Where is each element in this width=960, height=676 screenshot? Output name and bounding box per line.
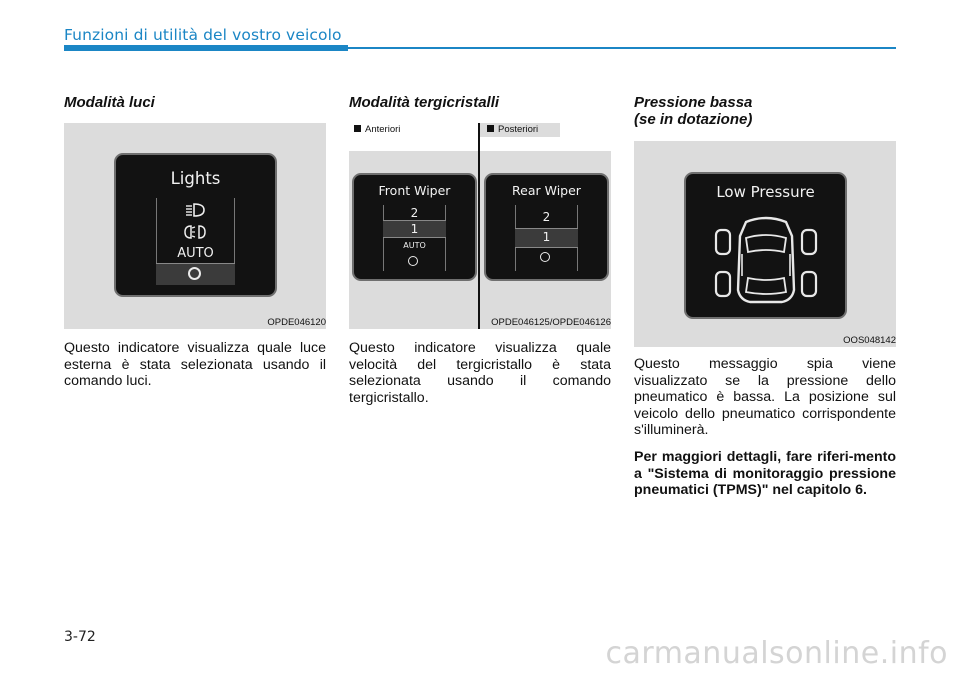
tpms-reference-note: Per maggiori dettagli, fare riferi-mento a "Sistema di monitoraggio pressione pneumatici (TPMS)" nel capitolo 6. — [634, 449, 896, 499]
front-sel-bottom — [383, 237, 446, 238]
rear-wiper-title: Rear Wiper — [512, 183, 581, 198]
front-wiper-panel — [352, 173, 477, 281]
rear-level-1: 1 — [542, 230, 551, 244]
low-pressure-image-caption: OOS048142 — [843, 335, 896, 346]
legend-rear: Posteriori — [487, 124, 538, 135]
low-pressure-description: Questo messaggio spia viene visualizzato se la pressione dello pneumatico è bassa. La posizione sul veicolo dello pneumatico corrispondente s'illuminerà. — [634, 356, 896, 439]
wipers-description: Questo indicatore visualizza quale velocità del tergicristallo è stata selezionata usando il comando tergicristallo. — [349, 340, 611, 406]
wipers-divider — [478, 123, 480, 329]
rear-level-2: 2 — [542, 210, 551, 224]
watermark: carmanualsonline.info — [605, 636, 948, 671]
lights-auto-label: AUTO — [177, 246, 214, 261]
rear-off-icon — [540, 252, 550, 262]
front-level-auto: AUTO — [403, 241, 426, 250]
front-off-icon — [408, 256, 418, 266]
page-header-title: Funzioni di utilità del vostro veicolo — [64, 26, 342, 44]
wipers-illustration — [349, 123, 611, 329]
low-pressure-title: Low Pressure — [716, 183, 815, 201]
rear-sel-top — [515, 228, 578, 229]
car-tire-pressure-icon — [712, 212, 820, 308]
front-wiper-title: Front Wiper — [378, 183, 451, 198]
section-title-lights: Modalità luci — [64, 94, 155, 111]
lights-panel-title: Lights — [170, 169, 221, 188]
lights-illustration — [64, 123, 326, 329]
rear-sel-bottom — [515, 247, 578, 248]
low-pressure-title-line2: (se in dotazione) — [634, 111, 753, 128]
low-pressure-panel — [684, 172, 847, 319]
lights-display-panel — [114, 153, 277, 297]
legend-front: Anteriori — [354, 124, 400, 135]
header-rule — [348, 47, 896, 49]
wipers-image-caption: OPDE046125/OPDE046126 — [491, 317, 611, 328]
low-pressure-illustration — [634, 141, 896, 347]
off-position-icon — [188, 267, 201, 280]
page-number: 3-72 — [64, 629, 96, 645]
section-title-wipers: Modalità tergicristalli — [349, 94, 500, 111]
position-light-icon — [182, 225, 208, 239]
low-pressure-title-line1: Pressione bassa — [634, 94, 753, 111]
rear-wiper-panel — [484, 173, 609, 281]
front-sel-top — [383, 220, 446, 221]
header-accent-bar — [64, 45, 348, 51]
low-beam-icon — [184, 203, 206, 217]
section-title-low-pressure — [634, 94, 752, 128]
lights-selection-top-line — [156, 263, 235, 264]
lights-description: Questo indicatore visualizza quale luce esterna è stata selezionata usando il comando luci. — [64, 340, 326, 390]
front-level-2: 2 — [410, 206, 419, 220]
lights-image-caption: OPDE046120 — [267, 317, 326, 328]
front-level-1: 1 — [410, 222, 419, 236]
